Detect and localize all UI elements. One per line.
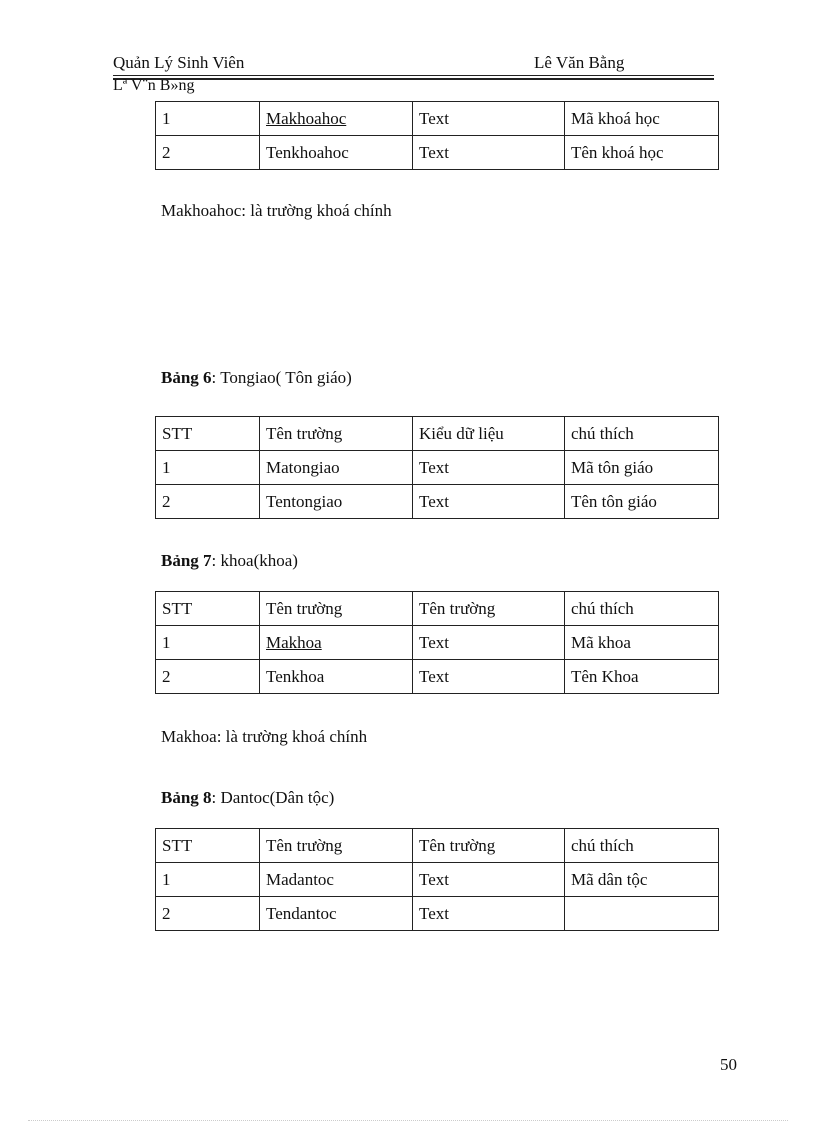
table-cell bbox=[565, 897, 719, 931]
table-header-cell: chú thích bbox=[565, 592, 719, 626]
table-cell: 2 bbox=[156, 485, 260, 519]
header-author: Lê Văn Bằng bbox=[534, 53, 625, 72]
page-bottom-divider bbox=[28, 1120, 788, 1121]
table-cell: Text bbox=[413, 863, 565, 897]
table-cell: Tendantoc bbox=[260, 897, 413, 931]
bang6-title: : Tongiao( Tôn giáo) bbox=[211, 368, 352, 387]
table-header-cell: Tên trường bbox=[413, 592, 565, 626]
table-header-row bbox=[156, 829, 719, 863]
bang8-title: : Dantoc(Dân tộc) bbox=[211, 788, 335, 807]
table-row bbox=[156, 660, 719, 694]
table-cell: Mã khoa bbox=[565, 626, 719, 660]
table-cell: Tên Khoa bbox=[565, 660, 719, 694]
table-cell: Mã dân tộc bbox=[565, 863, 719, 897]
table-cell: Madantoc bbox=[260, 863, 413, 897]
table-header-cell: STT bbox=[156, 829, 260, 863]
table-row bbox=[156, 102, 719, 136]
table-header-cell: STT bbox=[156, 417, 260, 451]
table-cell: Text bbox=[413, 136, 565, 170]
bang7-label: Bảng 7 bbox=[161, 551, 212, 570]
table-row bbox=[156, 451, 719, 485]
table-cell: Text bbox=[413, 897, 565, 931]
bang6-heading bbox=[161, 368, 352, 388]
table-cell: Text bbox=[413, 451, 565, 485]
primary-key-field: Makhoahoc bbox=[266, 108, 347, 128]
table-cell: Matongiao bbox=[260, 451, 413, 485]
table-row bbox=[156, 626, 719, 660]
table-row bbox=[156, 897, 719, 931]
table-header-cell: STT bbox=[156, 592, 260, 626]
table-cell: 2 bbox=[156, 897, 260, 931]
table-header-cell: chú thích bbox=[565, 417, 719, 451]
table-khoahoc bbox=[155, 101, 719, 170]
table-tongiao bbox=[155, 416, 719, 519]
table-cell: Tên tôn giáo bbox=[565, 485, 719, 519]
bang7-heading bbox=[161, 551, 298, 571]
table-cell: 2 bbox=[156, 136, 260, 170]
table-cell: Text bbox=[413, 485, 565, 519]
header-rule-thick bbox=[113, 78, 714, 80]
table-header-cell: Kiểu dữ liệu bbox=[413, 417, 565, 451]
table-cell: Tenkhoa bbox=[260, 660, 413, 694]
table-cell bbox=[260, 626, 413, 660]
table-header-cell: Tên trường bbox=[260, 417, 413, 451]
table-cell bbox=[260, 102, 413, 136]
table-khoa bbox=[155, 591, 719, 694]
table-header-row bbox=[156, 592, 719, 626]
table-cell: 1 bbox=[156, 451, 260, 485]
table-cell: 2 bbox=[156, 660, 260, 694]
page-number: 50 bbox=[720, 1055, 737, 1074]
table-dantoc bbox=[155, 828, 719, 931]
table-header-cell: Tên trường bbox=[260, 592, 413, 626]
table-cell: Mã khoá học bbox=[565, 102, 719, 136]
table-header-cell: Tên trường bbox=[260, 829, 413, 863]
table-cell: 1 bbox=[156, 626, 260, 660]
header-title: Quản Lý Sinh Viên bbox=[113, 53, 245, 72]
table-cell: Mã tôn giáo bbox=[565, 451, 719, 485]
table-header-row bbox=[156, 417, 719, 451]
bang7-title: : khoa(khoa) bbox=[211, 551, 298, 570]
table-cell: Text bbox=[413, 626, 565, 660]
table-row bbox=[156, 863, 719, 897]
table-header-cell: Tên trường bbox=[413, 829, 565, 863]
table-cell: 1 bbox=[156, 863, 260, 897]
table-cell: Tenkhoahoc bbox=[260, 136, 413, 170]
bang8-label: Bảng 8 bbox=[161, 788, 212, 807]
table-cell: Tên khoá học bbox=[565, 136, 719, 170]
note-khoahoc: Makhoahoc: là trường khoá chính bbox=[161, 201, 392, 220]
bang8-heading bbox=[161, 788, 334, 808]
note-khoa: Makhoa: là trường khoá chính bbox=[161, 727, 368, 746]
table-header-cell: chú thích bbox=[565, 829, 719, 863]
table-cell: 1 bbox=[156, 102, 260, 136]
table-cell: Text bbox=[413, 102, 565, 136]
primary-key-field: Makhoa bbox=[266, 632, 322, 652]
table-row bbox=[156, 485, 719, 519]
table-cell: Text bbox=[413, 660, 565, 694]
table-cell: Tentongiao bbox=[260, 485, 413, 519]
bang6-label: Bảng 6 bbox=[161, 368, 212, 387]
header-rule-thin bbox=[113, 75, 714, 76]
header-garbled-author: Lª V¨n B»ng bbox=[113, 77, 195, 94]
table-row bbox=[156, 136, 719, 170]
